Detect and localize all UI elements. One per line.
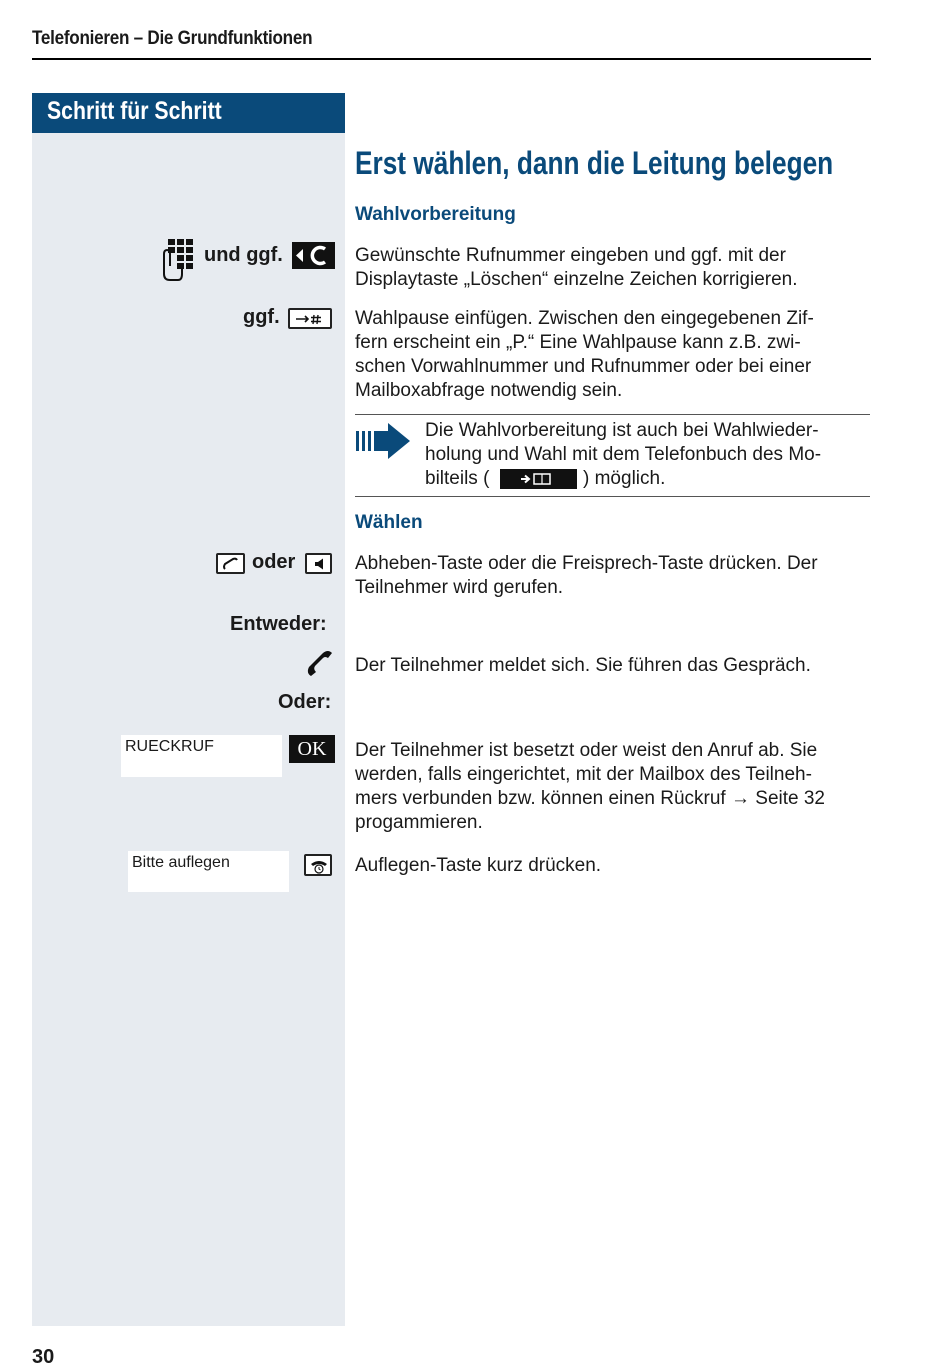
or-text-line1: Der Teilnehmer ist besetzt oder weist den Anruf ab. Sie	[355, 740, 818, 761]
step-label-and-optionally: und ggf.	[204, 244, 283, 266]
hangup-text: Auflegen-Taste kurz drücken.	[355, 855, 602, 876]
note-arrow-icon	[356, 422, 412, 460]
header-rule	[32, 58, 871, 60]
note-text-line3-end: ) möglich.	[583, 468, 666, 489]
display-bitte-auflegen: Bitte auflegen	[128, 851, 289, 892]
step2-text-line3: schen Vorwahlnummer und Rufnummer oder bei einer	[355, 356, 812, 377]
keypad-icon	[160, 238, 198, 282]
step-label-optionally: ggf.	[243, 306, 280, 328]
page-number: 30	[32, 1346, 55, 1368]
step2-text-line2: fern erscheint ein „P.“ Eine Wahlpause kann z.B. zwi-	[355, 332, 801, 353]
ok-key-icon[interactable]: OK	[289, 735, 335, 763]
section-title-wahlvorbereitung: Wahlvorbereitung	[355, 204, 516, 225]
step2-text-line1: Wahlpause einfügen. Zwischen den eingegebenen Zif-	[355, 308, 814, 329]
waehlen-text-line1: Abheben-Taste oder die Freisprech-Taste drücken. Der	[355, 553, 818, 574]
talk-key-icon	[216, 553, 245, 574]
end-call-key-icon	[304, 854, 332, 876]
display-rueckruf: RUECKRUF	[121, 735, 282, 777]
step1-text-line1: Gewünschte Rufnummer eingeben und ggf. mit der	[355, 245, 786, 266]
or-text-line3: mers verbunden bzw. können einen Rückruf → Seite 32	[355, 788, 825, 809]
section-title-waehlen: Wählen	[355, 512, 423, 533]
phonebook-key-icon	[500, 469, 577, 489]
note-text-line3-start: bilteils (	[425, 468, 490, 489]
or-text-line2: werden, falls eingerichtet, mit der Mailbox des Teilneh-	[355, 764, 812, 785]
page-heading: Erst wählen, dann die Leitung belegen	[355, 145, 834, 181]
note-text-line1: Die Wahlvorbereitung ist auch bei Wahlwieder-	[425, 420, 819, 441]
either-text: Der Teilnehmer meldet sich. Sie führen das Gespräch.	[355, 655, 811, 676]
delete-key-icon	[292, 242, 335, 269]
pause-key-icon	[288, 308, 332, 329]
page-header-title: Telefonieren – Die Grundfunktionen	[32, 28, 313, 49]
speaker-key-icon	[305, 553, 332, 574]
or-label: Oder:	[278, 691, 332, 713]
handset-icon	[304, 648, 334, 680]
step1-text-line2: Displaytaste „Löschen“ einzelne Zeichen korrigieren.	[355, 269, 798, 290]
or-text-line4: progammieren.	[355, 812, 483, 833]
waehlen-text-line2: Teilnehmer wird gerufen.	[355, 577, 564, 598]
note-bottom-rule	[355, 496, 870, 497]
sidebar-title: Schritt für Schritt	[47, 97, 222, 125]
note-top-rule	[355, 414, 870, 415]
step2-text-line4: Mailboxabfrage notwendig sein.	[355, 380, 623, 401]
note-text-line2: holung und Wahl mit dem Telefonbuch des Mo-	[425, 444, 822, 465]
either-label: Entweder:	[230, 613, 327, 635]
step-label-or: oder	[252, 551, 296, 573]
